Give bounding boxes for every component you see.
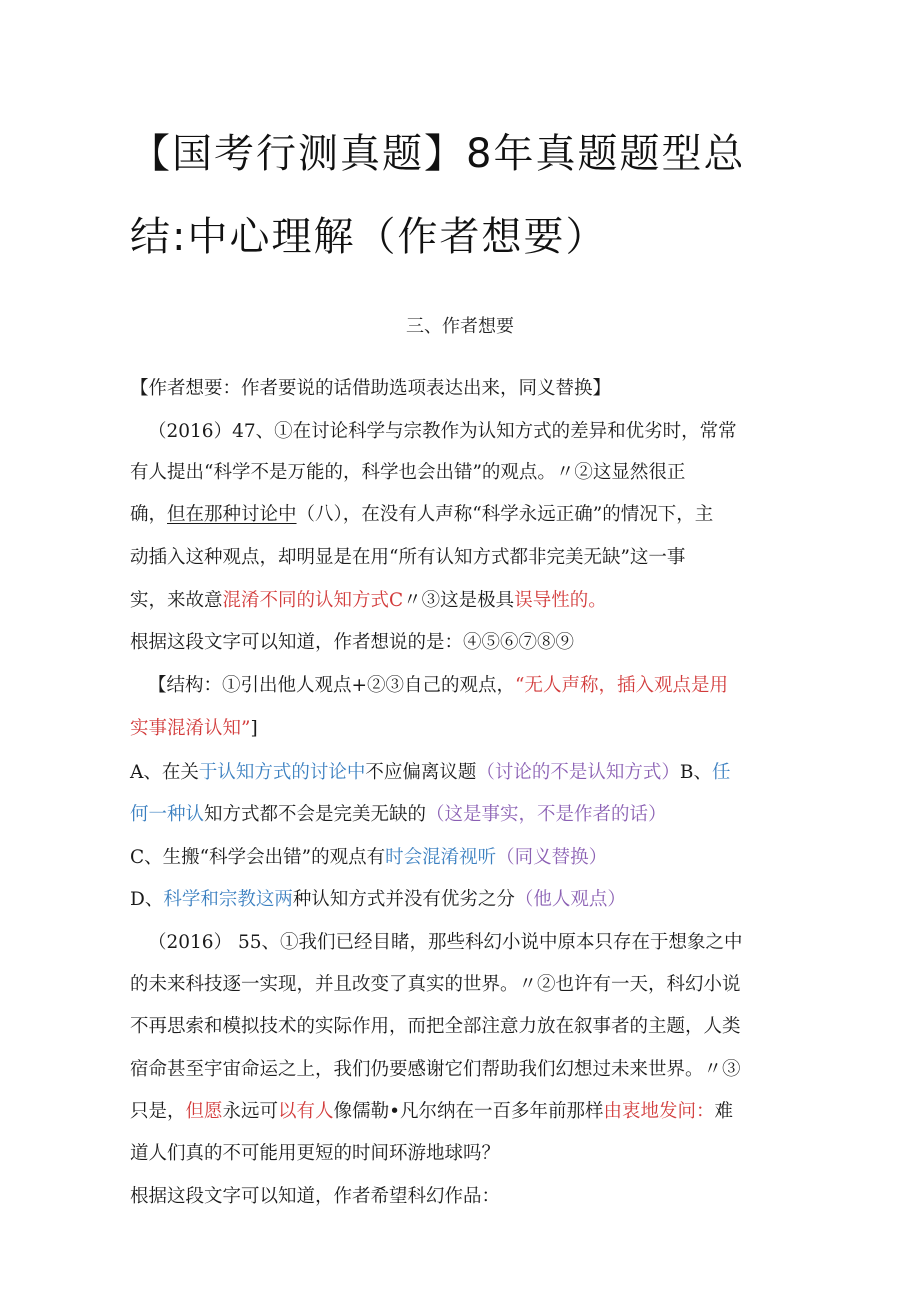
option-d-highlight: 科学和宗教这两 xyxy=(163,889,293,910)
q2-prompt: 根据这段文字可以知道，作者希望科幻作品： xyxy=(130,1186,501,1207)
option-a-highlight: 于认知方式的讨论中 xyxy=(198,762,366,783)
q1-l5-highlight-misleading: 误导性的。 xyxy=(514,590,607,611)
option-a-text: 不应偏离议题 xyxy=(365,762,477,783)
page-title-line-2: 结:中心理解（作者想要） xyxy=(130,214,608,260)
q2-paragraph-line-4: 宿命甚至宇宙命运之上，我们仍要感谢它们帮助我们幻想过未来世界。〃③ xyxy=(130,1059,741,1080)
q1-paragraph-line-5 xyxy=(130,588,607,614)
option-b-note: （这是事实，不是作者的话） xyxy=(426,804,667,825)
q1-l5-text-c: 〃③这是极具 xyxy=(403,590,515,611)
q2-l5-highlight-hope: 但愿 xyxy=(185,1101,223,1122)
q1-l3-text-a: 确， xyxy=(130,504,168,525)
intro-note: 【作者想要：作者要说的话借助选项表达出来，同义替换】 xyxy=(130,378,612,399)
q2-paragraph-line-5 xyxy=(130,1099,733,1125)
q1-structure-line-2 xyxy=(130,716,258,742)
q1-paragraph-line-4: 动插入这种观点，却明显是在用“所有认知方式都非完美无缺”这一事 xyxy=(130,547,686,568)
q1-option-d-line xyxy=(130,887,626,913)
option-b-highlight-cont: 何一种认 xyxy=(130,804,205,825)
q1-structure-highlight: “无人声称，插入观点是用 xyxy=(515,675,728,696)
q2-paragraph-line-3: 不再思索和模拟技术的实际作用，而把全部注意力放在叙事者的主题，人类 xyxy=(130,1016,741,1037)
option-b-highlight-start: 任 xyxy=(712,762,731,783)
q1-option-c-line xyxy=(130,845,607,871)
q1-l3-underlined-text: 但在那种讨论中 xyxy=(167,504,297,525)
q1-l3-text-c: （八），在没有人声称“科学永远正确”的情况下，主 xyxy=(296,504,714,525)
q2-l5-highlight-ask: 由衷地发问： xyxy=(603,1101,715,1122)
option-b-text: 知方式都不会是完美无缺的 xyxy=(204,804,427,825)
q2-l5-highlight-someone: 以有人 xyxy=(278,1101,334,1122)
option-d-text: 种认知方式并没有优劣之分 xyxy=(292,889,515,910)
q1-l5-text-a: 实，来故意 xyxy=(130,590,223,611)
q1-structure-highlight-cont: 实事混淆认知” xyxy=(130,718,251,739)
option-a-label: A、在关 xyxy=(130,762,199,783)
q1-prompt: 根据这段文字可以知道，作者想说的是：④⑤⑥⑦⑧⑨ xyxy=(130,632,575,653)
q1-structure-text: 【结构：①引出他人观点+②③自己的观点， xyxy=(148,675,516,696)
option-c-highlight: 时会混淆视听 xyxy=(385,847,497,868)
option-c-note: （同义替换） xyxy=(496,847,608,868)
q2-paragraph-line-1: （2016） 55、①我们已经目睹，那些科幻小说中原本只存在于想象之中 xyxy=(148,932,743,953)
q1-l5-highlight-confuse: 混淆不同的认知方式C xyxy=(222,590,404,611)
q1-paragraph-line-1: （2016）47、①在讨论科学与宗教作为认知方式的差异和优劣时，常常 xyxy=(148,421,737,442)
section-heading: 三、作者想要 xyxy=(406,316,514,337)
q2-l5-text-e: 像儒勒•凡尔纳在一百多年前那样 xyxy=(333,1101,604,1122)
q1-paragraph-line-2: 有人提出“科学不是万能的，科学也会出错”的观点。〃②这显然很正 xyxy=(130,462,686,483)
q1-paragraph-line-3 xyxy=(130,502,713,528)
q1-option-b-line xyxy=(130,802,667,828)
option-d-note: （他人观点） xyxy=(514,889,626,910)
option-c-text: C、生搬“科学会出错”的观点有 xyxy=(130,847,386,868)
q2-paragraph-line-2: 的未来科技逐一实现，并且改变了真实的世界。〃②也许有一天，科幻小说 xyxy=(130,974,741,995)
q2-l5-text-g: 难 xyxy=(714,1101,734,1122)
q1-structure-line-1 xyxy=(148,673,728,699)
q2-paragraph-line-6: 道人们真的不可能用更短的时间环游地球吗？ xyxy=(130,1143,501,1164)
q1-structure-close: ] xyxy=(250,718,258,739)
page-title-line-1: 【国考行测真题】8年真题题型总 xyxy=(130,131,746,177)
option-b-label: B、 xyxy=(679,762,713,783)
q2-l5-text-c: 永远可 xyxy=(222,1101,279,1122)
option-d-label: D、 xyxy=(130,889,164,910)
option-a-note: （讨论的不是认知方式） xyxy=(476,762,680,783)
q2-l5-text-a: 只是， xyxy=(130,1101,186,1122)
q1-option-a-line xyxy=(130,760,731,786)
